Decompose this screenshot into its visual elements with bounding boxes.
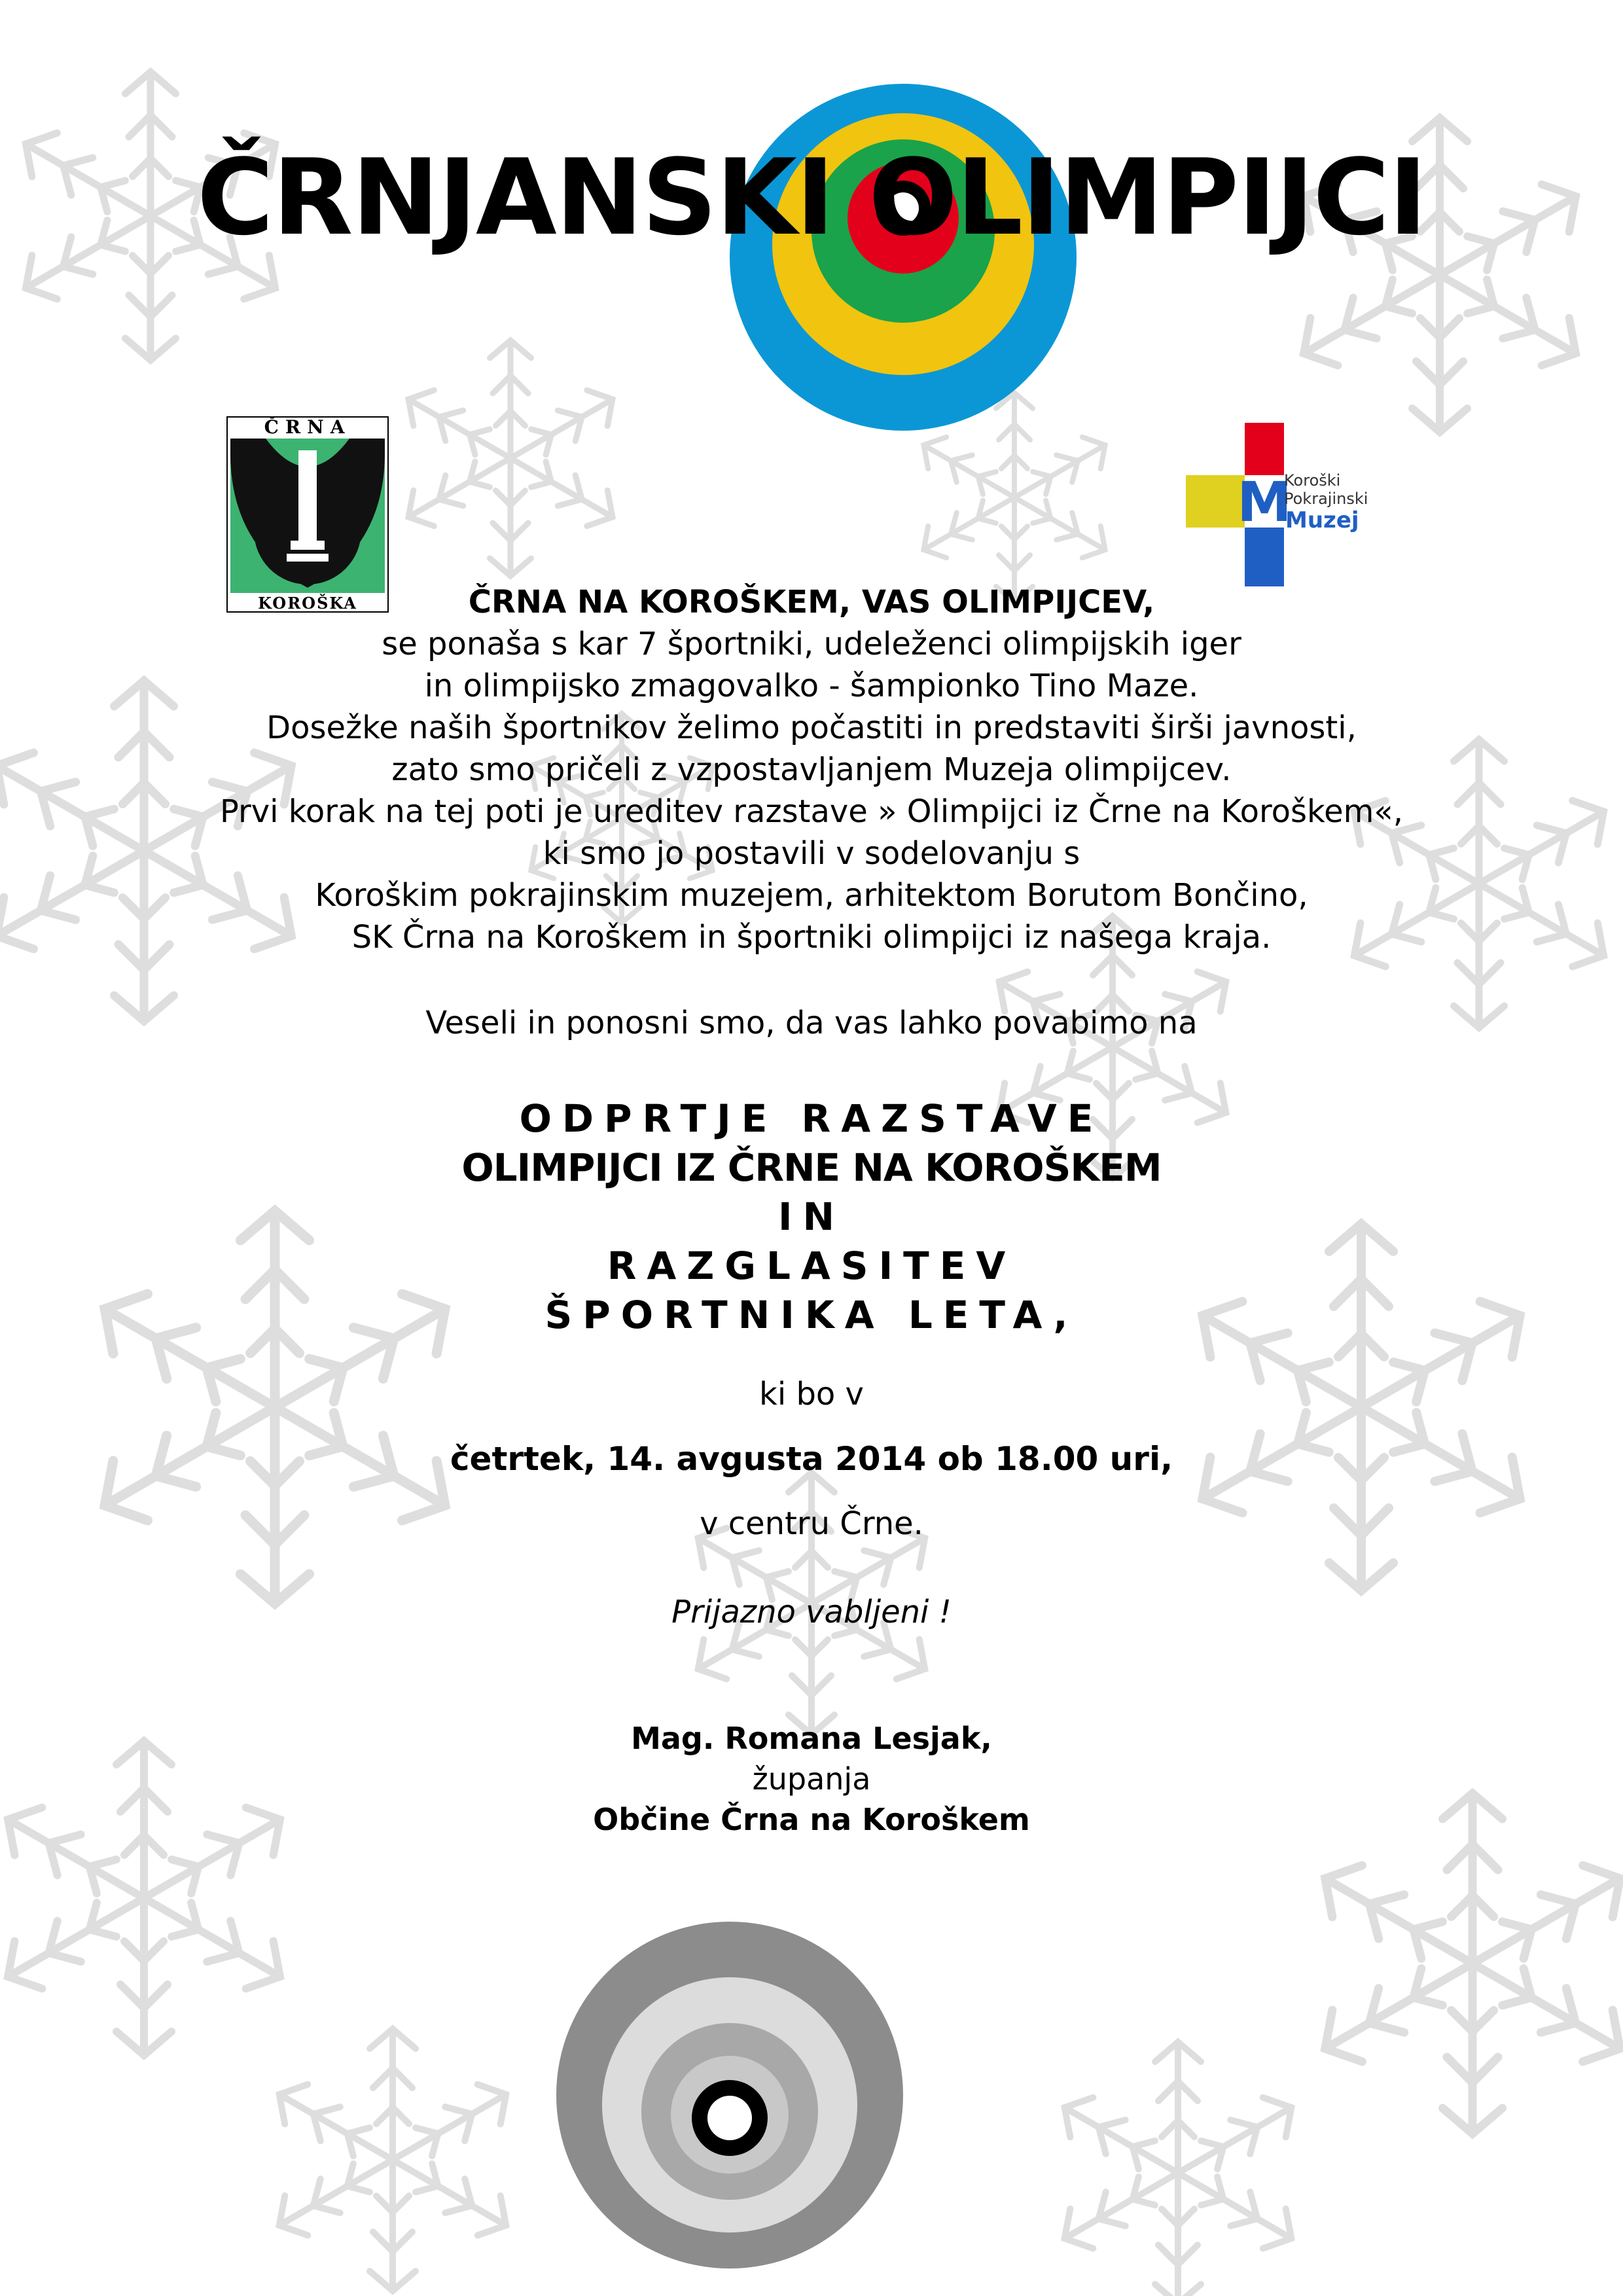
logo-left-top-text: ČRNA (264, 416, 351, 438)
invitation-sentence: Veseli in ponosni smo, da vas lahko povabimo na (425, 1005, 1198, 1041)
logo-right-line3: Muzej (1285, 507, 1359, 533)
intro-line: Prvi korak na tej poti je ureditev razstave » Olimpijci iz Črne na Koroškem«, (219, 793, 1404, 830)
signatory-organization: Občine Črna na Koroškem (593, 1802, 1030, 1837)
event-line-opening: ODPRTJE RAZSTAVE (519, 1096, 1104, 1141)
svg-text:M: M (1237, 470, 1292, 534)
greeting: Prijazno vabljeni ! (671, 1594, 952, 1630)
intro-line: Dosežke naših športnikov želimo počastiti in predstaviti širši javnosti, (266, 709, 1357, 746)
grey-target-logo (556, 1922, 903, 2269)
intro-paragraph (131, 581, 1492, 958)
event-intro-text: ki bo v (759, 1376, 864, 1412)
event-title-block (131, 1094, 1492, 1340)
event-date: četrtek, 14. avgusta 2014 ob 18.00 uri, (450, 1440, 1173, 1478)
koroski-pokrajinski-muzej-logo (1186, 423, 1395, 586)
logo-right-line1: Koroški (1284, 471, 1341, 490)
intro-line: ki smo jo postavili v sodelovanju s (543, 835, 1080, 872)
event-line-athlete: ŠPORTNIKA LETA, (544, 1293, 1079, 1337)
logo-right-line2: Pokrajinski (1284, 490, 1368, 508)
event-place: v centru Črne. (700, 1505, 923, 1542)
intro-line: zato smo pričeli z vzpostavljanjem Muzeja olimpijcev. (391, 751, 1232, 788)
event-line-announcement: RAZGLASITEV (607, 1244, 1016, 1288)
signatory-name: Mag. Romana Lesjak, (631, 1721, 992, 1756)
event-line-and: IN (777, 1194, 846, 1239)
intro-heading: ČRNA NA KOROŠKEM, VAS OLIMPIJCEV, (468, 584, 1155, 620)
intro-line: SK Črna na Koroškem in športniki olimpijci iz našega kraja. (351, 919, 1272, 956)
signatory-role: županja (752, 1761, 871, 1797)
intro-line: se ponaša s kar 7 športniki, udeleženci olimpijskih iger (382, 626, 1241, 662)
page-title: ČRNJANSKI OLIMPIJCI (196, 136, 1427, 259)
signature-block (131, 1718, 1492, 1840)
logo-left-bottom-text: KOROŠKA (258, 594, 357, 613)
intro-line: Koroškim pokrajinskim muzejem, arhitektom Borutom Bončino, (315, 877, 1308, 914)
event-line-exhibition: OLIMPIJCI IZ ČRNE NA KOROŠKEM (461, 1145, 1162, 1190)
intro-line: in olimpijsko zmagovalko - šampionko Tino Maze. (424, 668, 1199, 704)
